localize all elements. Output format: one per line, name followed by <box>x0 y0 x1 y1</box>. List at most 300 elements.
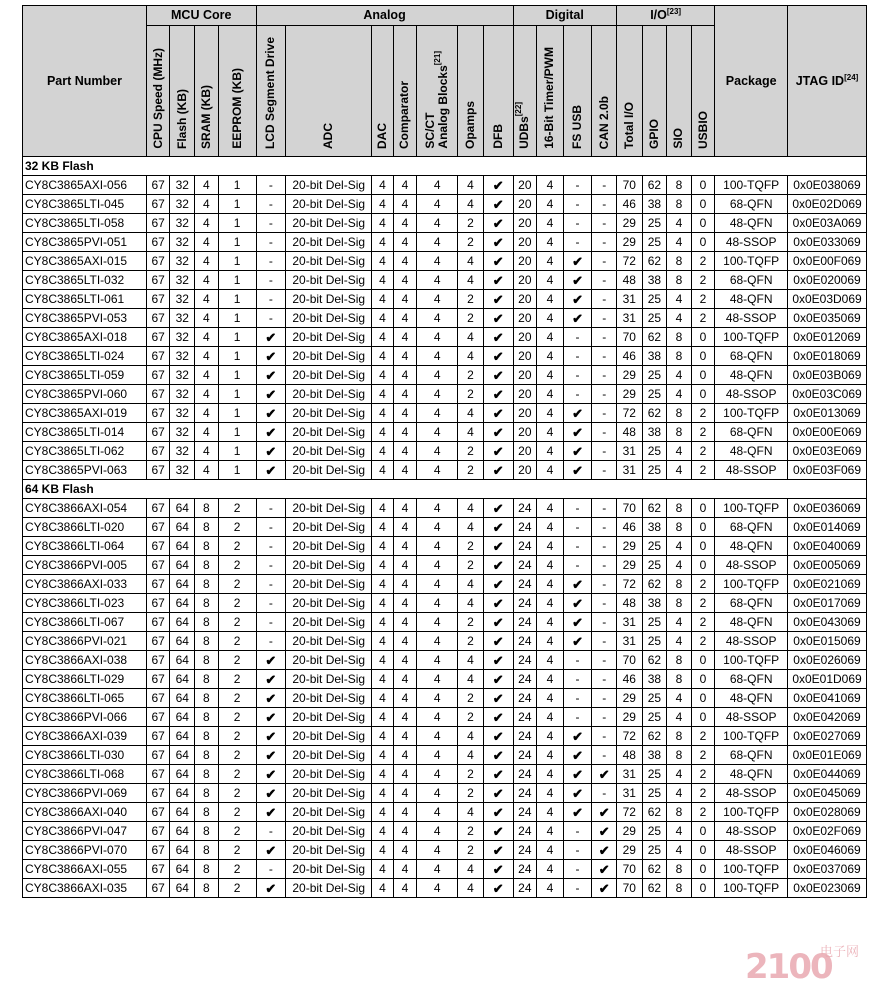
sram-cell: 8 <box>195 499 219 518</box>
package-cell: 48-QFN <box>715 442 788 461</box>
jtag-id-cell: 0x0E043069 <box>788 613 867 632</box>
fs-usb-cell: - <box>563 195 592 214</box>
timer-cell: 4 <box>537 518 564 537</box>
package-cell: 48-SSOP <box>715 708 788 727</box>
sc-ct-cell: 4 <box>417 879 458 898</box>
part-number-table-container <box>22 5 867 898</box>
table-row <box>23 784 867 803</box>
opamps-cell: 2 <box>458 385 484 404</box>
comparator-cell: 4 <box>393 290 417 309</box>
total-io-cell: 29 <box>616 233 642 252</box>
sram-cell: 8 <box>195 746 219 765</box>
usbio-cell: 0 <box>691 176 715 195</box>
part-number-cell: CY8C3865PVI-060 <box>23 385 147 404</box>
table-row <box>23 575 867 594</box>
sio-cell: 8 <box>667 518 692 537</box>
usbio-cell: 0 <box>691 841 715 860</box>
dac-cell: 4 <box>372 556 394 575</box>
table-row <box>23 860 867 879</box>
lcd-cell: ✔ <box>256 651 286 670</box>
lcd-cell: - <box>256 594 286 613</box>
comparator-cell: 4 <box>393 651 417 670</box>
comparator-cell: 4 <box>393 195 417 214</box>
timer-cell: 4 <box>537 765 564 784</box>
table-row <box>23 328 867 347</box>
comparator-cell: 4 <box>393 442 417 461</box>
total-io-cell: 46 <box>616 518 642 537</box>
flash-cell: 32 <box>170 385 195 404</box>
sc-ct-cell: 4 <box>417 309 458 328</box>
dac-cell: 4 <box>372 746 394 765</box>
eeprom-cell: 1 <box>218 328 256 347</box>
jtag-id-cell: 0x0E01E069 <box>788 746 867 765</box>
package-cell: 100-TQFP <box>715 404 788 423</box>
timer-cell: 4 <box>537 803 564 822</box>
total-io-cell: 29 <box>616 366 642 385</box>
fs-usb-cell: ✔ <box>563 423 592 442</box>
cpu-speed-cell: 67 <box>146 860 170 879</box>
adc-cell: 20-bit Del-Sig <box>286 442 372 461</box>
sio-cell: 8 <box>667 860 692 879</box>
sio-cell: 4 <box>667 461 692 480</box>
flash-cell: 64 <box>170 537 195 556</box>
sram-cell: 8 <box>195 765 219 784</box>
cpu-speed-cell: 67 <box>146 556 170 575</box>
package-cell: 48-QFN <box>715 765 788 784</box>
gpio-cell: 25 <box>642 556 667 575</box>
sc-ct-cell: 4 <box>417 423 458 442</box>
flash-cell: 32 <box>170 366 195 385</box>
opamps-cell: 4 <box>458 594 484 613</box>
part-number-cell: CY8C3865LTI-059 <box>23 366 147 385</box>
can-cell: - <box>592 252 617 271</box>
sio-cell: 8 <box>667 271 692 290</box>
can-cell: - <box>592 366 617 385</box>
sio-cell: 4 <box>667 537 692 556</box>
gpio-cell: 25 <box>642 366 667 385</box>
eeprom-cell: 1 <box>218 442 256 461</box>
comparator-cell: 4 <box>393 328 417 347</box>
usbio-cell: 0 <box>691 879 715 898</box>
dac-cell: 4 <box>372 822 394 841</box>
jtag-id-cell: 0x0E03A069 <box>788 214 867 233</box>
fs-usb-cell: ✔ <box>563 727 592 746</box>
table-row <box>23 708 867 727</box>
comparator-cell: 4 <box>393 632 417 651</box>
sio-cell: 4 <box>667 689 692 708</box>
eeprom-cell: 2 <box>218 537 256 556</box>
table-row <box>23 613 867 632</box>
package-cell: 68-QFN <box>715 746 788 765</box>
cpu-speed-cell: 67 <box>146 271 170 290</box>
fs-usb-cell: - <box>563 233 592 252</box>
udbs-cell: 20 <box>513 233 537 252</box>
total-io-cell: 29 <box>616 556 642 575</box>
jtag-id-cell: 0x0E042069 <box>788 708 867 727</box>
sio-cell: 4 <box>667 613 692 632</box>
can-cell: - <box>592 670 617 689</box>
sram-cell: 8 <box>195 632 219 651</box>
fs-usb-cell: - <box>563 499 592 518</box>
timer-cell: 4 <box>537 233 564 252</box>
adc-cell: 20-bit Del-Sig <box>286 594 372 613</box>
sio-cell: 4 <box>667 214 692 233</box>
sc-ct-cell: 4 <box>417 499 458 518</box>
usbio-cell: 2 <box>691 594 715 613</box>
adc-cell: 20-bit Del-Sig <box>286 290 372 309</box>
gpio-cell: 62 <box>642 252 667 271</box>
sio-cell: 4 <box>667 385 692 404</box>
cpu-speed-cell: 67 <box>146 404 170 423</box>
flash-cell: 32 <box>170 309 195 328</box>
eeprom-cell: 2 <box>218 765 256 784</box>
comparator-cell: 4 <box>393 556 417 575</box>
jtag-id-cell: 0x0E018069 <box>788 347 867 366</box>
opamps-cell: 2 <box>458 613 484 632</box>
total-io-cell: 72 <box>616 803 642 822</box>
fs-usb-cell: - <box>563 347 592 366</box>
flash-cell: 64 <box>170 879 195 898</box>
part-number-cell: CY8C3865AXI-019 <box>23 404 147 423</box>
eeprom-cell: 1 <box>218 214 256 233</box>
total-io-cell: 70 <box>616 879 642 898</box>
cpu-speed-cell: 67 <box>146 575 170 594</box>
adc-cell: 20-bit Del-Sig <box>286 784 372 803</box>
sram-cell: 4 <box>195 404 219 423</box>
sram-cell: 8 <box>195 860 219 879</box>
lcd-cell: ✔ <box>256 347 286 366</box>
can-cell: - <box>592 404 617 423</box>
flash-cell: 32 <box>170 290 195 309</box>
fs-usb-cell: - <box>563 689 592 708</box>
sc-ct-analog-blocks-header: SC/CT Analog Blocks[21] <box>417 26 458 157</box>
flash-cell: 64 <box>170 746 195 765</box>
total-io-cell: 48 <box>616 271 642 290</box>
total-io-cell: 70 <box>616 176 642 195</box>
dfb-cell: ✔ <box>483 689 513 708</box>
jtag-id-cell: 0x0E02D069 <box>788 195 867 214</box>
eeprom-cell: 1 <box>218 176 256 195</box>
opamps-cell: 2 <box>458 366 484 385</box>
udbs-cell: 24 <box>513 708 537 727</box>
total-io-cell: 31 <box>616 309 642 328</box>
timer-cell: 4 <box>537 879 564 898</box>
sram-cell: 8 <box>195 518 219 537</box>
cpu-speed-cell: 67 <box>146 594 170 613</box>
table-row <box>23 841 867 860</box>
gpio-cell: 38 <box>642 670 667 689</box>
lcd-cell: - <box>256 860 286 879</box>
usbio-cell: 2 <box>691 784 715 803</box>
flash-cell: 64 <box>170 727 195 746</box>
usbio-cell: 2 <box>691 290 715 309</box>
fs-usb-cell: ✔ <box>563 271 592 290</box>
sc-ct-cell: 4 <box>417 442 458 461</box>
sram-cell: 8 <box>195 841 219 860</box>
gpio-cell: 25 <box>642 632 667 651</box>
can-cell: - <box>592 176 617 195</box>
gpio-cell: 25 <box>642 613 667 632</box>
cpu-speed-cell: 67 <box>146 746 170 765</box>
package-cell: 48-SSOP <box>715 841 788 860</box>
sram-cell: 4 <box>195 347 219 366</box>
adc-cell: 20-bit Del-Sig <box>286 537 372 556</box>
package-cell: 48-SSOP <box>715 309 788 328</box>
lcd-cell: ✔ <box>256 765 286 784</box>
dfb-cell: ✔ <box>483 556 513 575</box>
can-cell: - <box>592 347 617 366</box>
part-number-cell: CY8C3866LTI-020 <box>23 518 147 537</box>
udbs-cell: 20 <box>513 404 537 423</box>
jtag-id-cell: 0x0E03E069 <box>788 442 867 461</box>
total-io-cell: 70 <box>616 651 642 670</box>
sc-ct-cell: 4 <box>417 252 458 271</box>
gpio-header: GPIO <box>642 26 667 157</box>
table-row <box>23 176 867 195</box>
total-io-cell: 48 <box>616 423 642 442</box>
dac-cell: 4 <box>372 499 394 518</box>
udbs-cell: 20 <box>513 271 537 290</box>
cpu-speed-cell: 67 <box>146 366 170 385</box>
opamps-cell: 2 <box>458 556 484 575</box>
part-number-cell: CY8C3866AXI-054 <box>23 499 147 518</box>
cpu-speed-cell: 67 <box>146 689 170 708</box>
gpio-cell: 62 <box>642 499 667 518</box>
lcd-cell: ✔ <box>256 670 286 689</box>
comparator-cell: 4 <box>393 537 417 556</box>
opamps-cell: 2 <box>458 841 484 860</box>
sram-cell: 4 <box>195 366 219 385</box>
package-cell: 48-QFN <box>715 290 788 309</box>
sram-cell: 4 <box>195 176 219 195</box>
sio-cell: 8 <box>667 423 692 442</box>
total-io-cell: 29 <box>616 385 642 404</box>
udbs-cell: 24 <box>513 727 537 746</box>
dfb-cell: ✔ <box>483 822 513 841</box>
can-cell: - <box>592 727 617 746</box>
part-number-table <box>22 5 867 898</box>
sram-cell: 4 <box>195 309 219 328</box>
opamps-cell: 2 <box>458 765 484 784</box>
fs-usb-cell: - <box>563 366 592 385</box>
udbs-cell: 20 <box>513 252 537 271</box>
package-cell: 48-QFN <box>715 366 788 385</box>
sc-ct-cell: 4 <box>417 822 458 841</box>
can-cell: ✔ <box>592 765 617 784</box>
total-io-cell: 31 <box>616 632 642 651</box>
package-cell: 48-QFN <box>715 537 788 556</box>
dac-cell: 4 <box>372 594 394 613</box>
opamps-cell: 4 <box>458 670 484 689</box>
table-row <box>23 214 867 233</box>
udbs-cell: 20 <box>513 423 537 442</box>
flash-cell: 64 <box>170 803 195 822</box>
adc-cell: 20-bit Del-Sig <box>286 613 372 632</box>
dac-cell: 4 <box>372 252 394 271</box>
timer-cell: 4 <box>537 195 564 214</box>
flash-cell: 64 <box>170 841 195 860</box>
udbs-cell: 20 <box>513 461 537 480</box>
part-number-cell: CY8C3865AXI-015 <box>23 252 147 271</box>
eeprom-cell: 2 <box>218 632 256 651</box>
lcd-cell: - <box>256 613 286 632</box>
comparator-cell: 4 <box>393 803 417 822</box>
eeprom-cell: 2 <box>218 860 256 879</box>
usbio-cell: 2 <box>691 423 715 442</box>
table-row <box>23 442 867 461</box>
total-io-cell: 48 <box>616 594 642 613</box>
can-cell: - <box>592 708 617 727</box>
part-number-cell: CY8C3865PVI-053 <box>23 309 147 328</box>
dfb-cell: ✔ <box>483 423 513 442</box>
lcd-cell: - <box>256 290 286 309</box>
flash-cell: 64 <box>170 765 195 784</box>
total-io-cell: 72 <box>616 575 642 594</box>
sio-cell: 8 <box>667 746 692 765</box>
total-io-cell: 46 <box>616 347 642 366</box>
dac-cell: 4 <box>372 442 394 461</box>
sc-ct-cell: 4 <box>417 765 458 784</box>
opamps-cell: 4 <box>458 252 484 271</box>
can-cell: - <box>592 746 617 765</box>
watermark-logo: 2100 <box>745 947 832 987</box>
gpio-cell: 38 <box>642 423 667 442</box>
part-number-cell: CY8C3866LTI-064 <box>23 537 147 556</box>
adc-cell: 20-bit Del-Sig <box>286 404 372 423</box>
package-cell: 100-TQFP <box>715 328 788 347</box>
total-io-cell: 48 <box>616 746 642 765</box>
fs-usb-cell: ✔ <box>563 290 592 309</box>
package-cell: 100-TQFP <box>715 727 788 746</box>
package-cell: 68-QFN <box>715 518 788 537</box>
timer-cell: 4 <box>537 309 564 328</box>
can-cell: - <box>592 461 617 480</box>
gpio-cell: 38 <box>642 594 667 613</box>
timer-cell: 4 <box>537 670 564 689</box>
adc-cell: 20-bit Del-Sig <box>286 176 372 195</box>
sc-ct-cell: 4 <box>417 841 458 860</box>
package-cell: 68-QFN <box>715 347 788 366</box>
jtag-id-cell: 0x0E040069 <box>788 537 867 556</box>
opamps-cell: 4 <box>458 727 484 746</box>
opamps-cell: 2 <box>458 822 484 841</box>
total-io-cell: 29 <box>616 708 642 727</box>
udbs-cell: 24 <box>513 499 537 518</box>
fs-usb-cell: - <box>563 860 592 879</box>
opamps-cell: 4 <box>458 176 484 195</box>
timer-cell: 4 <box>537 651 564 670</box>
sc-ct-cell: 4 <box>417 594 458 613</box>
sram-cell: 4 <box>195 461 219 480</box>
timer-cell: 4 <box>537 727 564 746</box>
usbio-cell: 2 <box>691 632 715 651</box>
adc-cell: 20-bit Del-Sig <box>286 632 372 651</box>
sram-cell: 8 <box>195 670 219 689</box>
sram-cell: 8 <box>195 575 219 594</box>
eeprom-cell: 2 <box>218 556 256 575</box>
adc-cell: 20-bit Del-Sig <box>286 252 372 271</box>
comparator-cell: 4 <box>393 176 417 195</box>
table-row <box>23 347 867 366</box>
sio-cell: 8 <box>667 879 692 898</box>
sc-ct-cell: 4 <box>417 214 458 233</box>
dfb-cell: ✔ <box>483 366 513 385</box>
lcd-cell: - <box>256 252 286 271</box>
comparator-cell: 4 <box>393 461 417 480</box>
package-cell: 48-QFN <box>715 613 788 632</box>
table-row <box>23 632 867 651</box>
comparator-cell: 4 <box>393 594 417 613</box>
digital-group-header: Digital <box>513 6 616 26</box>
total-io-cell: 72 <box>616 727 642 746</box>
sc-ct-cell: 4 <box>417 461 458 480</box>
sram-cell: 4 <box>195 233 219 252</box>
udbs-cell: 20 <box>513 347 537 366</box>
lcd-cell: - <box>256 822 286 841</box>
gpio-cell: 25 <box>642 822 667 841</box>
gpio-cell: 25 <box>642 784 667 803</box>
table-row <box>23 727 867 746</box>
sio-cell: 4 <box>667 366 692 385</box>
sio-cell: 8 <box>667 575 692 594</box>
jtag-id-cell: 0x0E03C069 <box>788 385 867 404</box>
dfb-cell: ✔ <box>483 328 513 347</box>
gpio-cell: 25 <box>642 841 667 860</box>
timer-cell: 4 <box>537 746 564 765</box>
package-cell: 100-TQFP <box>715 252 788 271</box>
dac-cell: 4 <box>372 670 394 689</box>
timer-cell: 4 <box>537 708 564 727</box>
part-number-cell: CY8C3866AXI-035 <box>23 879 147 898</box>
eeprom-cell: 2 <box>218 670 256 689</box>
dac-cell: 4 <box>372 841 394 860</box>
udbs-cell: 24 <box>513 765 537 784</box>
package-cell: 48-QFN <box>715 214 788 233</box>
flash-cell: 32 <box>170 423 195 442</box>
fs-usb-cell: - <box>563 214 592 233</box>
dfb-cell: ✔ <box>483 860 513 879</box>
fs-usb-cell: - <box>563 822 592 841</box>
timer-cell: 4 <box>537 214 564 233</box>
timer-cell: 4 <box>537 404 564 423</box>
lcd-cell: - <box>256 176 286 195</box>
lcd-cell: ✔ <box>256 366 286 385</box>
udbs-cell: 20 <box>513 176 537 195</box>
sc-ct-cell: 4 <box>417 195 458 214</box>
dfb-cell: ✔ <box>483 651 513 670</box>
dac-cell: 4 <box>372 803 394 822</box>
sc-ct-cell: 4 <box>417 347 458 366</box>
sio-cell: 8 <box>667 347 692 366</box>
opamps-cell: 4 <box>458 347 484 366</box>
jtag-id-cell: 0x0E028069 <box>788 803 867 822</box>
flash-cell: 32 <box>170 176 195 195</box>
table-body <box>23 157 867 898</box>
cpu-speed-cell: 67 <box>146 632 170 651</box>
timer-cell: 4 <box>537 461 564 480</box>
package-cell: 48-SSOP <box>715 233 788 252</box>
usbio-cell: 0 <box>691 689 715 708</box>
udbs-cell: 24 <box>513 518 537 537</box>
sram-cell: 4 <box>195 385 219 404</box>
can-header: CAN 2.0b <box>592 26 617 157</box>
adc-cell: 20-bit Del-Sig <box>286 518 372 537</box>
lcd-cell: ✔ <box>256 727 286 746</box>
table-row <box>23 385 867 404</box>
dac-cell: 4 <box>372 727 394 746</box>
opamps-cell: 2 <box>458 461 484 480</box>
flash-cell: 64 <box>170 518 195 537</box>
